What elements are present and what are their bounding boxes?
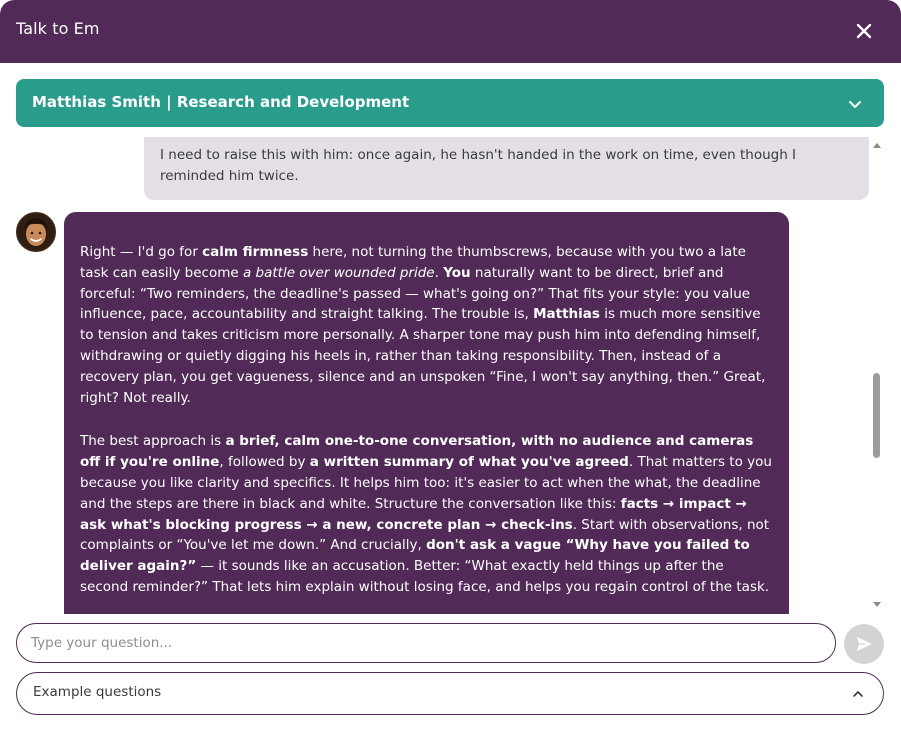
assistant-paragraph	[80, 431, 773, 597]
window-title: Talk to Em	[16, 19, 100, 38]
user-message: I need to raise this with him: once again, he hasn't handed in the work on time, even though I reminded him twice.	[144, 137, 869, 200]
selected-person: Matthias Smith | Research and Development	[32, 93, 410, 111]
close-button[interactable]	[852, 19, 876, 43]
assistant-avatar-icon	[18, 214, 54, 250]
chat-history[interactable]	[0, 137, 870, 614]
avatar	[16, 212, 56, 252]
emphasis-bold: calm firmness	[202, 244, 309, 260]
emphasis-bold: You	[443, 264, 471, 281]
emphasis-bold: a brief, calm one-to-one conversation, with no audience and cameras off if you're online	[80, 433, 754, 471]
chevron-up-icon	[851, 687, 865, 701]
text-run: .	[434, 264, 444, 281]
person-selector[interactable]	[16, 79, 884, 127]
example-questions-toggle[interactable]	[16, 672, 884, 715]
text-run: . That matters to you because you like clarity and specifics. It helps him too: it's easier to act when the what, the deadline and the steps are there in black and white. Structure the conversation like this:	[80, 454, 772, 512]
send-icon	[855, 635, 873, 653]
scroll-down-icon[interactable]	[872, 601, 882, 609]
assistant-message	[64, 212, 789, 614]
text-run: Right — I'd go for	[80, 244, 203, 260]
text-run: — it sounds like an accusation. Better: “What exactly held things up after the second reminder?” That lets him explain without losing face, and helps you regain control of the task.	[80, 558, 770, 595]
scrollbar-thumb[interactable]	[873, 373, 880, 458]
question-input-container	[16, 623, 836, 663]
emphasis-bold: Matthias	[533, 306, 600, 323]
question-input[interactable]	[31, 633, 811, 653]
title-bar	[0, 0, 901, 63]
emphasis-bold: a written summary of what you've agreed	[309, 454, 629, 471]
text-run: is much more sensitive to tension and takes criticism more personally. A sharper tone may push him into defending himself, withdrawing or quietly digging his heels in, rather than taking responsibility. Then, instead of a recovery plan, you get vagueness, silence and an unspoken “Fine, I won't say anything, then.” Great, right? Not really.	[80, 306, 766, 406]
text-run: here, not turning the thumbscrews, because with you two a late task can easily become	[80, 244, 746, 281]
chat-scrollbar[interactable]	[870, 137, 884, 614]
text-run: naturally want to be direct, brief and forceful: “Two reminders, the deadline's passed — what's going on?” That fits your style: you value influence, pace, accountability and straight talking. The trouble is,	[80, 264, 751, 323]
assistant-paragraph	[80, 242, 773, 408]
text-run: The best approach is	[80, 433, 226, 450]
close-icon	[852, 19, 876, 43]
example-questions-label: Example questions	[33, 684, 162, 700]
text-run: , followed by	[219, 454, 310, 471]
emphasis-bold: facts → impact → ask what's blocking progress → a new, concrete plan → check-ins	[80, 495, 747, 533]
emphasis-bold: don't ask a vague “Why have you failed to deliver again?”	[80, 537, 750, 575]
text-run: . Start with observations, not complaints or “You've let me down.” And crucially,	[80, 516, 770, 554]
emphasis-italic: a battle over wounded pride	[242, 264, 435, 281]
chevron-down-icon	[846, 95, 864, 113]
scroll-up-icon[interactable]	[872, 141, 882, 149]
send-button[interactable]	[844, 624, 884, 664]
